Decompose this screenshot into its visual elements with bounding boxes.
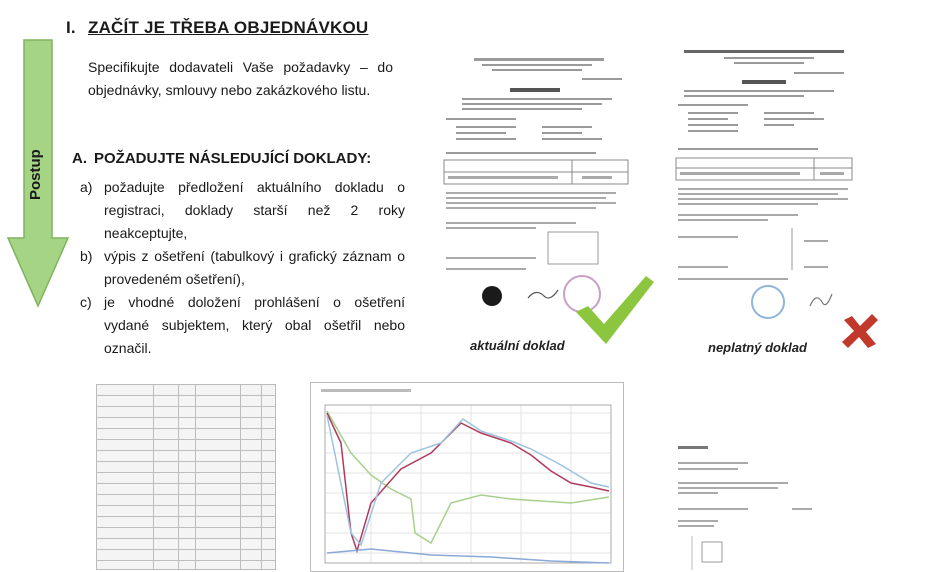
table-row [97,407,275,418]
table-cell [196,429,241,439]
table-cell [154,396,179,406]
invalid-document-caption: neplatný doklad [708,340,807,355]
table-cell [179,418,196,428]
table-cell [154,385,179,395]
table-cell [179,561,196,570]
item-letter: a) [80,179,93,195]
checkmark-icon [572,272,656,348]
table-cell [179,440,196,450]
table-cell [97,484,154,494]
table-cell [241,440,262,450]
item-text: je vhodné doložení prohlášení o ošetření vydané subjektem, který obal ošetřil nebo označil. [104,294,405,356]
table-cell [97,550,154,560]
table-cell [97,418,154,428]
table-cell [179,495,196,505]
treatment-table-thumbnail [96,384,276,570]
table-cell [97,429,154,439]
table-cell [196,484,241,494]
item-text: požadujte předložení aktuálního dokladu o registraci, doklady starší než 2 roky neakceptujte, [104,179,405,241]
table-cell [241,484,262,494]
table-cell [97,396,154,406]
table-cell [241,561,262,570]
table-cell [196,396,241,406]
table-cell [179,396,196,406]
table-row [97,550,275,561]
table-cell [97,407,154,417]
arrow-label: Postup [27,149,44,200]
table-cell [196,528,241,538]
table-row [97,495,275,506]
table-cell [241,473,262,483]
table-cell [241,462,262,472]
table-cell [179,407,196,417]
declaration-form-thumbnail [672,424,842,570]
table-cell [179,539,196,549]
table-cell [241,451,262,461]
table-cell [154,561,179,570]
subsection-title: POŽADUJTE NÁSLEDUJÍCÍ DOKLADY: [94,150,372,167]
subsection-number: A. [72,150,87,167]
table-row [97,506,275,517]
table-cell [97,528,154,538]
table-cell [241,495,262,505]
table-cell [154,407,179,417]
requirements-list [80,176,405,360]
table-cell [97,440,154,450]
table-cell [97,473,154,483]
table-cell [154,429,179,439]
table-cell [196,539,241,549]
item-letter: c) [80,294,92,310]
intro-text: Specifikujte dodavateli Vaše požadavky – do objednávky, smlouvy nebo zakázkového listu. [88,59,393,98]
table-cell [196,440,241,450]
table-cell [179,451,196,461]
table-row [97,462,275,473]
table-row [97,473,275,484]
section-heading [66,18,368,38]
table-cell [196,506,241,516]
item-text: výpis z ošetření (tabulkový i grafický záznam o provedeném ošetření), [104,248,405,287]
table-cell [179,517,196,527]
table-cell [179,473,196,483]
table-cell [179,484,196,494]
table-cell [154,451,179,461]
table-cell [97,385,154,395]
table-cell [241,429,262,439]
subsection-heading [72,150,371,167]
table-cell [196,385,241,395]
table-rows [97,385,275,570]
table-row [97,528,275,539]
table-cell [97,506,154,516]
table-cell [154,484,179,494]
table-cell [154,506,179,516]
table-cell [154,440,179,450]
table-cell [241,418,262,428]
table-cell [179,385,196,395]
table-row [97,484,275,495]
table-cell [97,495,154,505]
table-cell [196,495,241,505]
table-row [97,396,275,407]
table-row [97,561,275,570]
table-cell [241,385,262,395]
table-cell [97,451,154,461]
table-cell [241,396,262,406]
table-cell [154,473,179,483]
list-item [80,291,405,360]
table-cell [196,462,241,472]
item-letter: b) [80,248,93,264]
table-cell [179,462,196,472]
table-cell [154,517,179,527]
table-cell [154,528,179,538]
table-cell [97,517,154,527]
table-cell [241,539,262,549]
table-cell [154,550,179,560]
table-cell [154,462,179,472]
table-cell [179,506,196,516]
table-row [97,429,275,440]
table-cell [179,550,196,560]
table-cell [196,550,241,560]
table-row [97,451,275,462]
table-cell [97,561,154,570]
table-cell [97,539,154,549]
table-cell [196,407,241,417]
table-row [97,517,275,528]
treatment-chart-thumbnail [310,382,624,572]
table-cell [154,418,179,428]
table-cell [241,506,262,516]
list-item [80,176,405,245]
table-cell [179,429,196,439]
list-item [80,245,405,291]
section-number: I. [66,18,76,37]
table-cell [97,462,154,472]
table-row [97,385,275,396]
table-row [97,440,275,451]
table-cell [196,561,241,570]
table-cell [241,550,262,560]
cross-icon [840,312,880,350]
table-cell [179,528,196,538]
table-row [97,418,275,429]
section-title: ZAČÍT JE TŘEBA OBJEDNÁVKOU [88,18,369,37]
invalid-certificate-thumbnail [664,44,864,334]
table-cell [196,451,241,461]
table-cell [241,517,262,527]
table-cell [196,473,241,483]
table-cell [196,418,241,428]
table-cell [241,407,262,417]
table-cell [196,517,241,527]
table-row [97,539,275,550]
valid-document-caption: aktuální doklad [470,338,565,353]
table-cell [154,539,179,549]
table-cell [241,528,262,538]
table-cell [154,495,179,505]
